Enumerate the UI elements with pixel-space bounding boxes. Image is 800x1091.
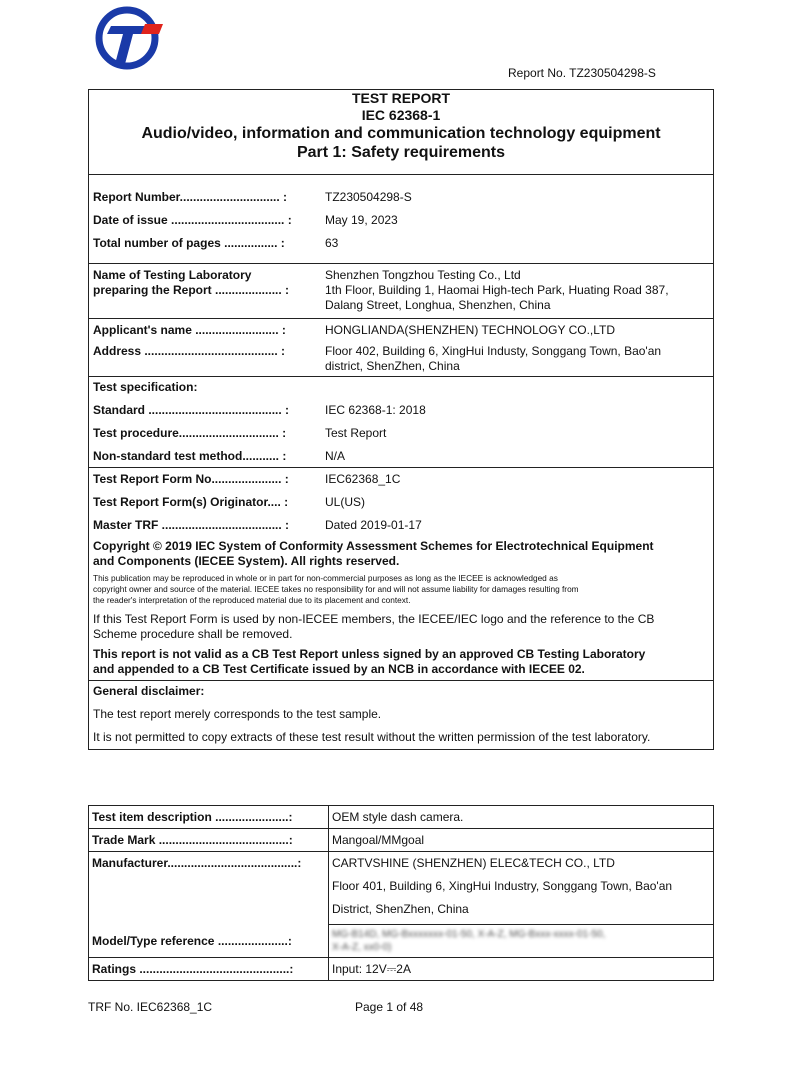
applicant-section: [89, 319, 714, 377]
table-row: [89, 806, 714, 829]
disclaimer-line-1: The test report merely corresponds to the test sample.: [93, 707, 382, 721]
non-member-notice: If this Test Report Form is used by non-IECEE members, the IECEE/IEC logo and the reference to the CB Scheme procedure shall be removed.: [93, 612, 655, 641]
title-part: Part 1: Safety requirements: [296, 144, 506, 161]
test-spec-heading: Test specification:: [93, 380, 198, 394]
test-item-description-label: Test item description ......................:: [89, 806, 329, 829]
manufacturer-address-1: Floor 401, Building 6, XingHui Industry, Songgang Town, Bao'an: [332, 879, 673, 893]
trade-mark: Mangoal/MMgoal: [329, 829, 714, 852]
report-number-header: Report No. TZ230504298-S: [508, 66, 656, 80]
footer-page-number: Page 1 of 48: [355, 1000, 424, 1014]
disclaimer-heading: General disclaimer:: [93, 684, 205, 698]
applicant-address-label: Address ........................................ :: [93, 344, 286, 358]
lab-address-1: 1th Floor, Building 1, Haomai High-tech Park, Huating Road 387,: [325, 283, 669, 297]
lab-section: [89, 264, 714, 319]
title-standard: IEC 62368-1: [361, 107, 441, 123]
validity-notice: This report is not valid as a CB Test Report unless signed by an approved CB Testing Laboratory and appended to a CB Test Certificate issued by an NCB in accordance with IECEE 02.: [93, 647, 646, 676]
model-label: Model/Type reference .....................:: [89, 925, 329, 958]
disclaimer-line-2: It is not permitted to copy extracts of these test result without the written permission of the test laboratory.: [93, 730, 651, 744]
manufacturer: [329, 852, 714, 925]
trade-mark-label: Trade Mark .......................................:: [89, 829, 329, 852]
applicant-name-label: Applicant's name ......................... :: [93, 323, 286, 337]
title-block: [89, 90, 714, 175]
manufacturer-name: CARTVSHINE (SHENZHEN) ELEC&TECH CO., LTD: [332, 856, 615, 870]
applicant-name: HONGLIANDA(SHENZHEN) TECHNOLOGY CO.,LTD: [325, 323, 616, 337]
standard-row: Standard ........................................ : IEC 62368-1: 2018: [93, 403, 426, 417]
model-reference: MG-B14D, MG-Bxxxxxxx-01-50, X-A-Z, MG-Bxxx-xxxx-01-50, X-A-Z, xx0-0): [329, 925, 714, 958]
lab-name: Shenzhen Tongzhou Testing Co., Ltd: [325, 268, 521, 282]
tz-logo-icon: [95, 6, 167, 70]
applicant-address-2: district, ShenZhen, China: [325, 359, 460, 373]
test-item-description: OEM style dash camera.: [329, 806, 714, 829]
trf-section: [89, 468, 714, 681]
total-pages-row: Total number of pages ................ : 63: [93, 236, 339, 250]
manufacturer-address-2: District, ShenZhen, China: [332, 902, 469, 916]
lab-address-2: Dalang Street, Longhua, Shenzhen, China: [325, 298, 551, 312]
date-of-issue-row: Date of issue .................................. : May 19, 2023: [93, 213, 398, 227]
table-row: [89, 958, 714, 981]
ratings: Input: 12V⎓2A: [329, 958, 714, 981]
test-spec-section: [89, 377, 714, 468]
table-row: [89, 852, 714, 925]
manufacturer-label: Manufacturer.......................................:: [89, 852, 329, 925]
disclaimer-section: [89, 681, 714, 750]
table-row: [89, 829, 714, 852]
footer-trf-number: TRF No. IEC62368_1C: [88, 1000, 213, 1014]
table-row: [89, 925, 714, 958]
trf-originator-row: Test Report Form(s) Originator.... : UL(US): [93, 495, 366, 509]
trf-no-row: Test Report Form No..................... : IEC62368_1C: [93, 472, 401, 486]
test-procedure-row: Test procedure.............................. : Test Report: [93, 426, 387, 440]
report-info-section: [89, 175, 714, 264]
applicant-address-1: Floor 402, Building 6, XingHui Industy, Songgang Town, Bao'an: [325, 344, 662, 358]
non-standard-method-row: Non-standard test method........... : N/A: [93, 449, 346, 463]
master-trf-row: Master TRF .................................... : Dated 2019-01-17: [93, 518, 422, 532]
report-number-row: Report Number.............................. : TZ230504298-S: [93, 190, 412, 204]
title-test-report: TEST REPORT: [351, 90, 450, 106]
ratings-label: Ratings .............................................:: [89, 958, 329, 981]
test-item-table: [88, 805, 714, 981]
copyright-notice: Copyright © 2019 IEC System of Conformity Assessment Schemes for Electrotechnical Equipment and Components (IECEE System). All rights reserved.: [93, 539, 654, 568]
report-summary-table: [88, 89, 714, 750]
lab-label-2: preparing the Report .................... :: [93, 283, 290, 297]
reproduction-notice: This publication may be reproduced in whole or in part for non-commercial purposes as long as the IECEE is acknowledged as copyright owner and source of the material. IECEE takes no responsibility for and will not assume liability for damages resulting from the reader's interpretation of the reproduced material due to its placement and context.: [93, 573, 579, 605]
title-equipment: Audio/video, information and communication technology equipment: [141, 125, 661, 142]
lab-label: Name of Testing Laboratory: [93, 268, 252, 282]
